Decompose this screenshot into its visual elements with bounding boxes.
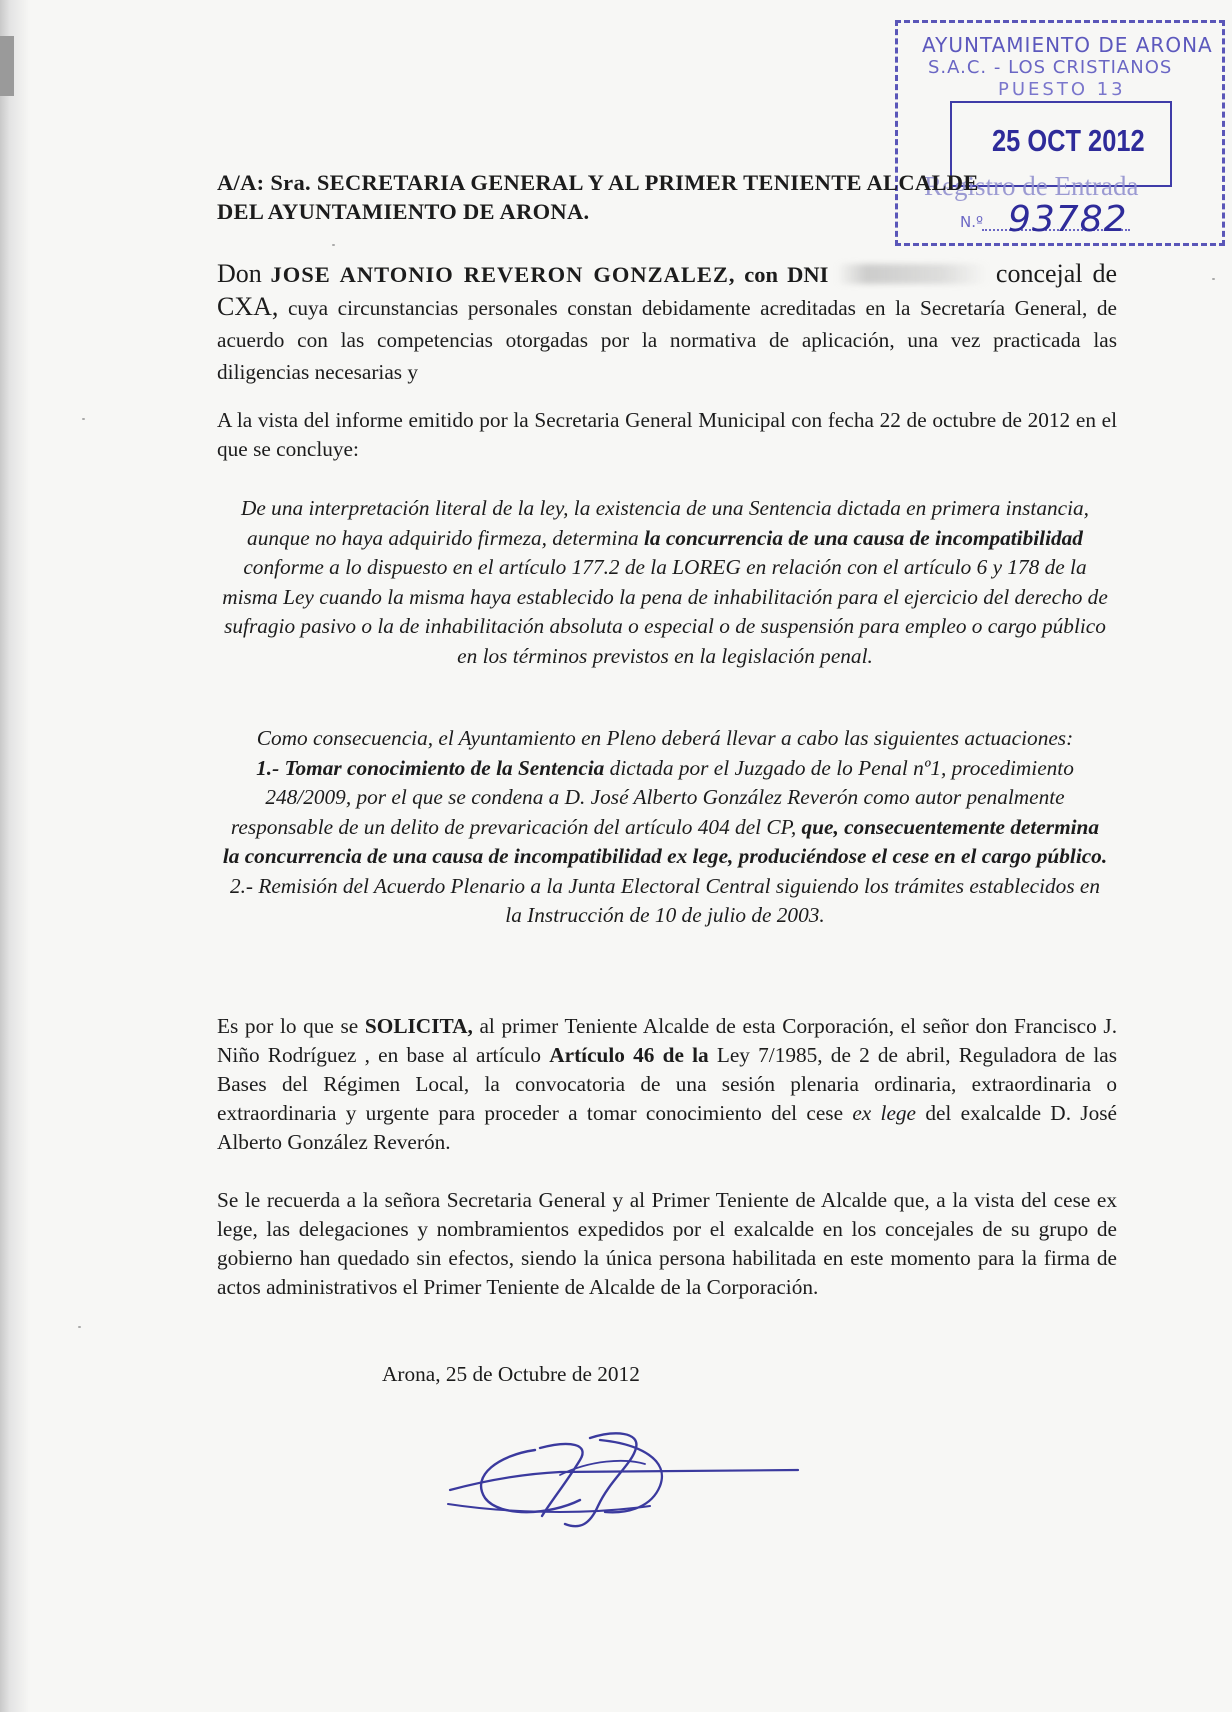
solicita-a: Es por lo que se: [217, 1014, 359, 1038]
stamp-date: 25 OCT 2012: [992, 123, 1145, 158]
solicita-paragraph: [217, 1012, 1117, 1157]
intro-name: JOSE ANTONIO REVERON GONZALEZ,: [270, 262, 736, 287]
heading-line-1: A/A: Sra. SECRETARIA GENERAL Y AL PRIMER TENIENTE ALCALDE: [217, 170, 979, 195]
solicita-b: SOLICITA,: [364, 1014, 473, 1038]
vista-paragraph: A la vista del informe emitido por la Secretaria General Municipal con fecha 22 de octubre de 2012 en el que se concluye:: [217, 408, 1117, 461]
intro-paragraph: [217, 258, 1117, 388]
quote-actions: [220, 724, 1110, 931]
quote2-intro: Como consecuencia, el Ayuntamiento en Pleno deberá llevar a cabo las siguientes actuaciones:: [256, 726, 1074, 750]
quote1-part-a: De una interpretación literal de la ley, la existencia de una Sentencia dictada en primera instancia, aunque no haya adquirido firmeza, determina: [241, 496, 1089, 550]
addressee-heading: [217, 168, 1117, 226]
quote2-item1-bold: 1.- Tomar conocimiento de la Sentencia: [256, 755, 605, 780]
reminder-paragraph: Se le recuerda a la señora Secretaria General y al Primer Teniente de Alcalde que, a la vista del cese ex lege, las delegaciones y nombramientos expedidos por el exalcalde en los concejales de su grupo de gobierno han quedado sin efectos, siendo la única persona habilitada en este momento para la firma de actos administrativos el Primer Teniente de Alcalde de la Corporación.: [217, 1188, 1117, 1299]
scan-speck: [332, 244, 335, 246]
stamp-registry-label: Registro de Entrada: [924, 171, 1139, 201]
stamp-line-2: S.A.C. - LOS CRISTIANOS: [928, 57, 1173, 78]
stamp-number: 93782: [1008, 199, 1128, 240]
intro-con-dni: con DNI: [744, 262, 829, 287]
solicita-c: al primer Teniente Alcalde de esta Corporación, el señor don Francisco J. Niño Rodríguez , en base al artículo: [217, 1014, 1118, 1067]
handwritten-signature: [440, 1420, 800, 1540]
scan-speck: [1212, 278, 1215, 280]
stamp-number-label: N.º: [960, 213, 984, 231]
solicita-d: Artículo 46 de la: [549, 1043, 709, 1067]
intro-concejal: concejal de CXA,: [217, 259, 1117, 321]
quote2-item-2: 2.- Remisión del Acuerdo Plenario a la Junta Electoral Central siguiendo los trámites establecidos en la Instrucción de 10 de julio de 2003.: [229, 873, 1101, 927]
quote2-item-1: [220, 754, 1110, 872]
quote2-item1-bold2: que, consecuentemente determina la concurrencia de una causa de incompatibilidad ex lege, produciéndose el cese en el cargo público.: [222, 814, 1108, 868]
redacted-dni: [837, 264, 987, 284]
stamp-line-3: PUESTO 13: [998, 79, 1126, 100]
intro-text: cuya circunstancias personales constan debidamente acreditadas en la Secretaría General, de acuerdo con las competencias otorgadas por la normativa de aplicación, una vez practicada las diligencias necesarias y: [217, 296, 1117, 384]
intro-don: Don: [217, 259, 262, 288]
quote2-item1-text: dictada por el Juzgado de lo Penal nº1, procedimiento 248/2009, por el que se condena a D. José Alberto González Reverón como autor penalmente responsable de un delito de prevaricación del artículo 404 del CP,: [230, 755, 1074, 839]
scan-speck: [78, 1326, 81, 1328]
solicita-g: del exalcalde D. José Alberto González Reverón.: [217, 1101, 1117, 1154]
quote-conclusion: [220, 494, 1110, 671]
quote1-bold: la concurrencia de una causa de incompatibilidad: [643, 525, 1083, 550]
place-date: Arona, 25 de Octubre de 2012: [382, 1362, 640, 1386]
solicita-e: Ley 7/1985, de 2 de abril, Reguladora de las Bases del Régimen Local, la convocatoria de una sesión plenaria ordinaria, extraordinaria o extraordinaria y urgente para proceder a tomar conocimiento del cese: [217, 1043, 1117, 1125]
stamp-line-1: AYUNTAMIENTO DE ARONA: [922, 33, 1213, 57]
scan-speck: [82, 418, 85, 420]
solicita-f: ex lege: [852, 1101, 917, 1125]
quote1-part-c: conforme a lo dispuesto en el artículo 177.2 de la LOREG en relación con el artículo 6 y 178 de la misma Ley cuando la misma haya establecido la pena de inhabilitación para el ejercicio del derecho de sufragio pasivo o la de inhabilitación absoluta o especial o de suspensión para empleo o cargo público en los términos previstos en la legislación penal.: [222, 555, 1108, 668]
heading-line-2: DEL AYUNTAMIENTO DE ARONA.: [217, 199, 590, 224]
